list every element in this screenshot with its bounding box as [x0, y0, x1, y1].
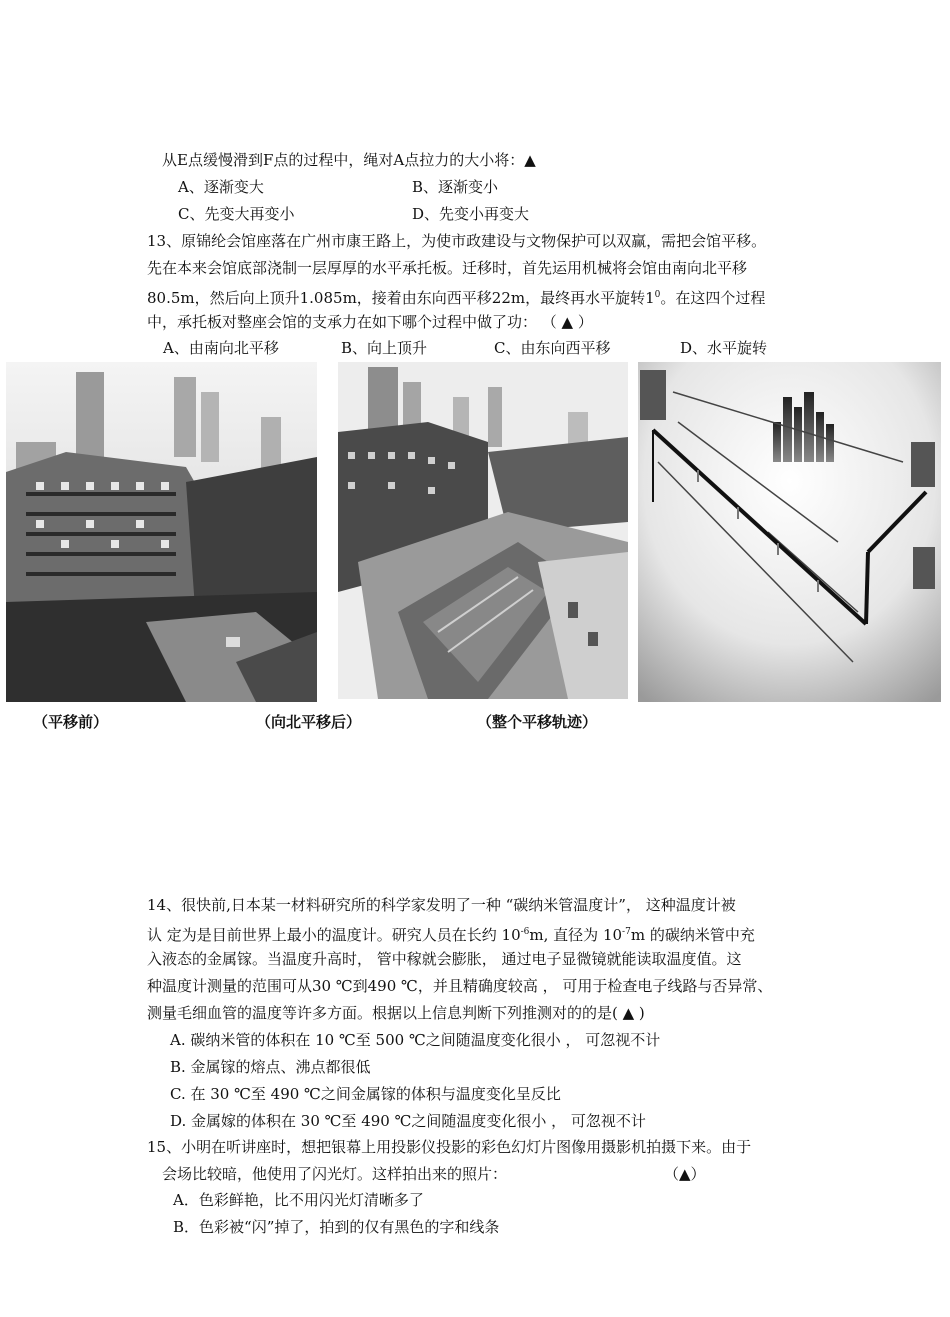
- q14-line-3: 入液态的金属镓。当温度升高时， 管中稼就会膨胀， 通过电子显微镜就能读取温度值。这: [147, 950, 742, 968]
- caption-trajectory: （整个平移轨迹）: [477, 713, 598, 731]
- q15-answer-mark: （▲）: [664, 1165, 706, 1183]
- q14-option-b: B. 金属镓的熔点、沸点都很低: [170, 1058, 371, 1076]
- q13-line-3: 80.5m，然后向上顶升1.085m，接着由东向西平移22m，最终再水平旋转$1^0$。在这四个过程: [147, 289, 766, 307]
- caption-after-north: （向北平移后）: [256, 713, 362, 731]
- photo-after-north-move: [338, 362, 628, 699]
- q13-line-2: 先在本来会馆底部浇制一层厚厚的水平承托板。迁移时，首先运用机械将会馆由南向北平移: [147, 259, 748, 277]
- caption-before: （平移前）: [33, 713, 109, 731]
- q12-stem: 从E点缓慢滑到F点的过程中，绳对A点拉力的大小将：▲: [162, 151, 536, 169]
- q14-line-4: 种温度计测量的范围可从30 ℃到490 ℃，并且精确度较高 ， 可用于检查电子线路与否异常、: [147, 977, 773, 995]
- q15-option-b: B．色彩被“闪”掉了，拍到的仅有黑色的字和线条: [173, 1218, 500, 1236]
- q12-option-c: C、先变大再变小: [178, 205, 295, 223]
- q13-option-c: C、由东向西平移: [494, 339, 611, 357]
- q12-option-a: A、逐渐变大: [178, 178, 264, 196]
- q14-line-2: 认 定为是目前世界上最小的温度计。研究人员在长约 $10^{-6}m$, 直径为 $10^{-7}m$ 的碳纳米管中充: [147, 926, 755, 944]
- q14-option-d: D. 金属嫁的体积在 30 ℃至 490 ℃之间随温度变化很小 ， 可忽视不计: [170, 1112, 646, 1130]
- q12-option-b: B、逐渐变小: [412, 178, 499, 196]
- q13-line-1: 13、原锦纶会馆座落在广州市康王路上，为使市政建设与文物保护可以双赢，需把会馆平移。: [147, 232, 767, 250]
- q13-option-b: B、向上顶升: [341, 339, 428, 357]
- q15-option-a: A．色彩鲜艳，比不用闪光灯清晰多了: [173, 1191, 424, 1209]
- q13-degree-sup: 0: [654, 290, 661, 300]
- q14-option-c: C. 在 30 ℃至 490 ℃之间金属镓的体积与温度变化呈反比: [170, 1085, 561, 1103]
- q13-line-4: 中，承托板对整座会馆的支承力在如下哪个过程中做了功： （ ▲ ）: [147, 313, 593, 331]
- q13-option-d: D、水平旋转: [680, 339, 768, 357]
- relocation-trajectory-diagram: [638, 362, 941, 702]
- q14-line-5: 测量毛细血管的温度等许多方面。根据以上信息判断下列推测对的的是( ▲ ): [147, 1004, 645, 1022]
- q12-option-d: D、先变小再变大: [412, 205, 530, 223]
- q14-option-a: A. 碳纳米管的体积在 10 ℃至 500 ℃之间随温度变化很小 ， 可忽视不计: [170, 1031, 661, 1049]
- q14-line-1: 14、很快前,日本某一材料研究所的科学家发明了一种 “碳纳米管温度计”， 这种温度计被: [147, 896, 736, 914]
- photo-before-relocation: [6, 362, 317, 702]
- q15-line-2: 会场比较暗，他使用了闪光灯。这样拍出来的照片：: [162, 1165, 508, 1183]
- q13-option-a: A、由南向北平移: [163, 339, 279, 357]
- q15-line-1: 15、小明在听讲座时，想把银幕上用投影仪投影的彩色幻灯片图像用摄影机拍摄下来。由于: [147, 1138, 752, 1156]
